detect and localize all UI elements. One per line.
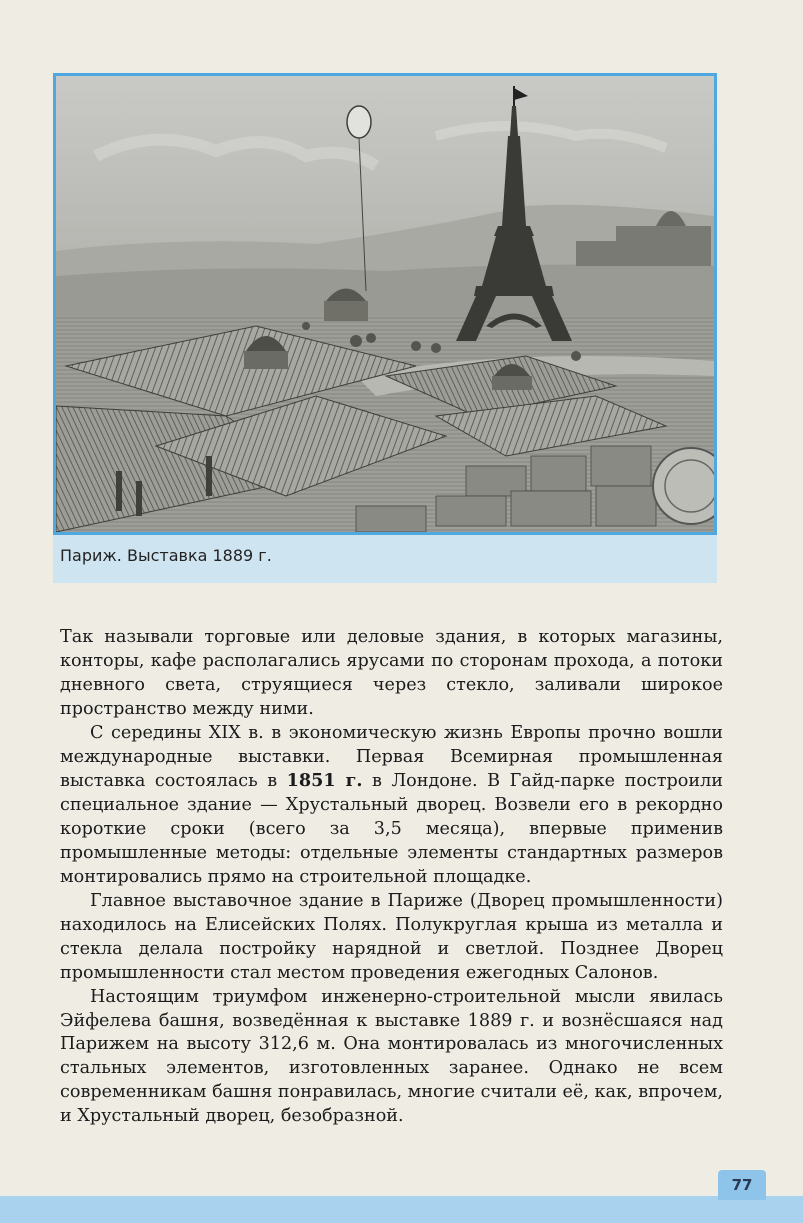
paragraph: [60, 722, 723, 890]
text-run: Так называли торговые или деловые здания, в которых магазины, конторы, кафе располагались ярусами по сторонам прохода, а потоки дневного света, струящиеся через стекло, заливали широкое пространство между ними.: [60, 627, 723, 719]
text-run: Главное выставочное здание в Париже (Дворец промышленности) находилось на Елисейских Полях. Полукруглая крыша из металла и стекла делала постройку нарядной и светлой. Позднее Дворец промышленности стал местом проведения ежегодных Салонов.: [60, 890, 723, 983]
text-run: в Лондоне. В Гайд-парке построили специальное здание — Хрустальный дворец. Возвели его в рекордно короткие сроки (всего за 3,5 месяца), впервые применив промышленные методы: отдельные элементы стандартных размеров монтировались прямо на строительной площадке.: [60, 771, 723, 888]
body-text: [60, 626, 723, 1129]
footer-band: [0, 1196, 803, 1223]
paragraph: [60, 986, 723, 1129]
paragraph: [60, 890, 723, 986]
text-run: Настоящим триумфом инженерно-строительной мысли явилась Эйфелева башня, возведённая к выставке 1889 г. и вознёсшаяся над Парижем на высоту 312,6 м. Она монтировалась из многочисленных стальных элементов, изготовленных заранее. Однако не всем современникам башня понравилась, многие считали её, как, впрочем, и Хрустальный дворец, безобразной.: [60, 986, 723, 1127]
paragraph: [60, 626, 723, 722]
engraving-illustration: [56, 76, 714, 532]
figure-paris-exhibition-1889: [53, 73, 717, 535]
figure-caption: Париж. Выставка 1889 г.: [60, 546, 272, 565]
page-number: 77: [718, 1170, 766, 1200]
text-run: С середины XIX в. в экономическую жизнь Европы прочно вошли международные выставки. Первая Всемирная промышленная выставка состоялась в: [60, 722, 723, 792]
emphasis-date: 1851 г.: [286, 770, 363, 792]
